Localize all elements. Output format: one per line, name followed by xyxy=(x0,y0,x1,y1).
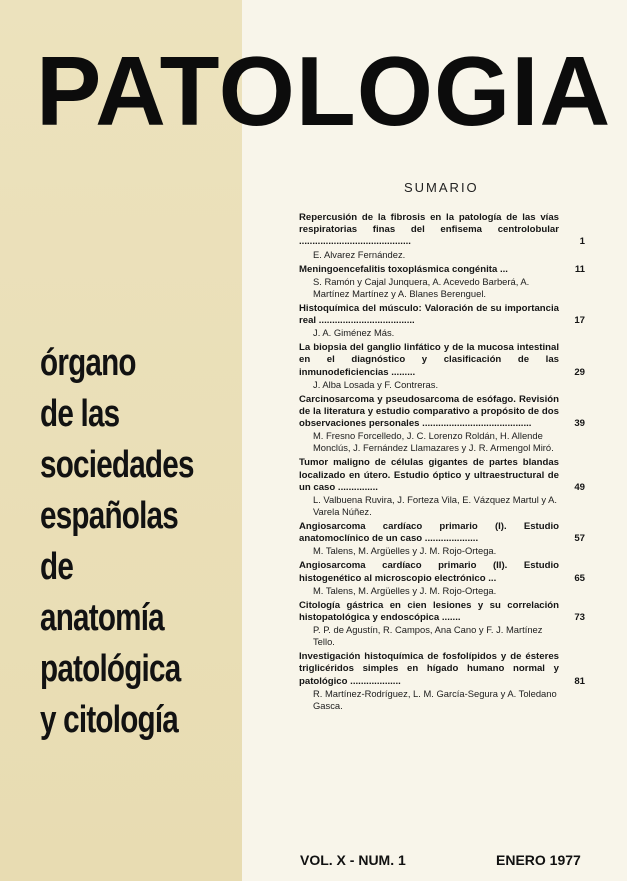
entry-page: 65 xyxy=(574,572,585,584)
entry-page: 39 xyxy=(574,418,585,430)
subtitle-line: órgano xyxy=(40,342,136,384)
toc-entry xyxy=(299,600,585,648)
toc-entry xyxy=(299,342,585,391)
entry-page: 73 xyxy=(574,612,585,624)
volume-number: VOL. X - NUM. 1 xyxy=(300,852,406,868)
toc-entry xyxy=(299,264,585,300)
entry-title: Repercusión de la fibrosis en la patología de las vías respiratorias finas del enfisema centrolobular .......................................... xyxy=(299,212,559,248)
entry-authors: R. Martínez-Rodríguez, L. M. García-Segura y A. Toledano Gasca. xyxy=(313,687,557,711)
subtitle-line: anatomía xyxy=(40,597,164,639)
entry-title: Carcinosarcoma y pseudosarcoma de esófago. Revisión de la literatura y estudio comparativo a propósito de dos observaciones personales ......................................... xyxy=(299,393,559,430)
subtitle-line: patológica xyxy=(40,648,181,690)
toc-entry xyxy=(299,303,585,339)
contents-heading: SUMARIO xyxy=(404,180,479,195)
toc-entry xyxy=(299,560,585,596)
journal-title: PATOLOGIA xyxy=(36,36,612,146)
entry-authors: M. Talens, M. Argüelles y J. M. Rojo-Ortega. xyxy=(313,545,497,557)
subtitle-line: sociedades xyxy=(40,444,194,486)
entry-authors: P. P. de Agustín, R. Campos, Ana Cano y F. J. Martínez Tello. xyxy=(313,624,543,648)
entry-title: La biopsia del ganglio linfático y de la mucosa intestinal en el diagnóstico y clasificación de las inmunodeficiencias ......... xyxy=(299,342,559,378)
toc-entry xyxy=(299,651,585,712)
entry-page: 49 xyxy=(574,481,585,493)
entry-title: Citología gástrica en cien lesiones y su correlación histopatológica y endoscópica ....... xyxy=(299,599,559,624)
table-of-contents xyxy=(299,212,585,715)
entry-title: Angiosarcoma cardíaco primario (II). Estudio histogenético al microscopio electrónico ... xyxy=(299,560,559,584)
entry-page: 11 xyxy=(574,263,585,275)
toc-entry xyxy=(299,521,585,557)
entry-page: 1 xyxy=(579,236,585,248)
entry-title: Meningoencefalitis toxoplásmica congénita ... xyxy=(299,263,508,275)
subtitle-line: y citología xyxy=(40,699,178,741)
entry-authors: E. Alvarez Fernández. xyxy=(313,248,406,260)
toc-entry xyxy=(299,457,585,518)
entry-authors: L. Valbuena Ruvira, J. Forteza Vila, E. Vázquez Martul y A. Varela Núñez. xyxy=(313,494,558,518)
toc-entry xyxy=(299,394,585,455)
entry-authors: M. Talens, M. Argüelles y J. M. Rojo-Ortega. xyxy=(313,584,497,596)
entry-authors: M. Fresno Forcelledo, J. C. Lorenzo Roldán, H. Allende Monclús, J. Fernández Llamazares y J. R. Armengol Miró. xyxy=(313,430,554,454)
entry-page: 81 xyxy=(574,675,585,687)
subtitle-line: de las xyxy=(40,393,120,435)
journal-subtitle xyxy=(40,338,196,746)
entry-authors: J. A. Giménez Más. xyxy=(313,327,395,339)
toc-entry xyxy=(299,212,585,261)
entry-page: 29 xyxy=(574,366,585,378)
entry-authors: S. Ramón y Cajal Junquera, A. Acevedo Barberá, A. Martínez Martínez y A. Blanes Berenguel. xyxy=(313,275,530,299)
subtitle-line: españolas xyxy=(40,495,178,537)
issue-date: ENERO 1977 xyxy=(496,852,581,868)
entry-title: Histoquímica del músculo: Valoración de su importancia real .................................... xyxy=(299,302,559,327)
subtitle-line: de xyxy=(40,546,74,588)
entry-title: Angiosarcoma cardíaco primario (I). Estudio anatomoclínico de un caso .................... xyxy=(299,521,559,545)
entry-title: Tumor maligno de células gigantes de partes blandas localizado en útero. Estudio óptico y ultraestructural de un caso ............... xyxy=(299,457,559,493)
entry-authors: J. Alba Losada y F. Contreras. xyxy=(313,378,439,390)
entry-title: Investigación histoquímica de fosfolípidos y de ésteres triglicéridos simples en hígado humano normal y patológico ................... xyxy=(299,651,559,687)
entry-page: 57 xyxy=(574,533,585,545)
entry-page: 17 xyxy=(574,315,585,327)
